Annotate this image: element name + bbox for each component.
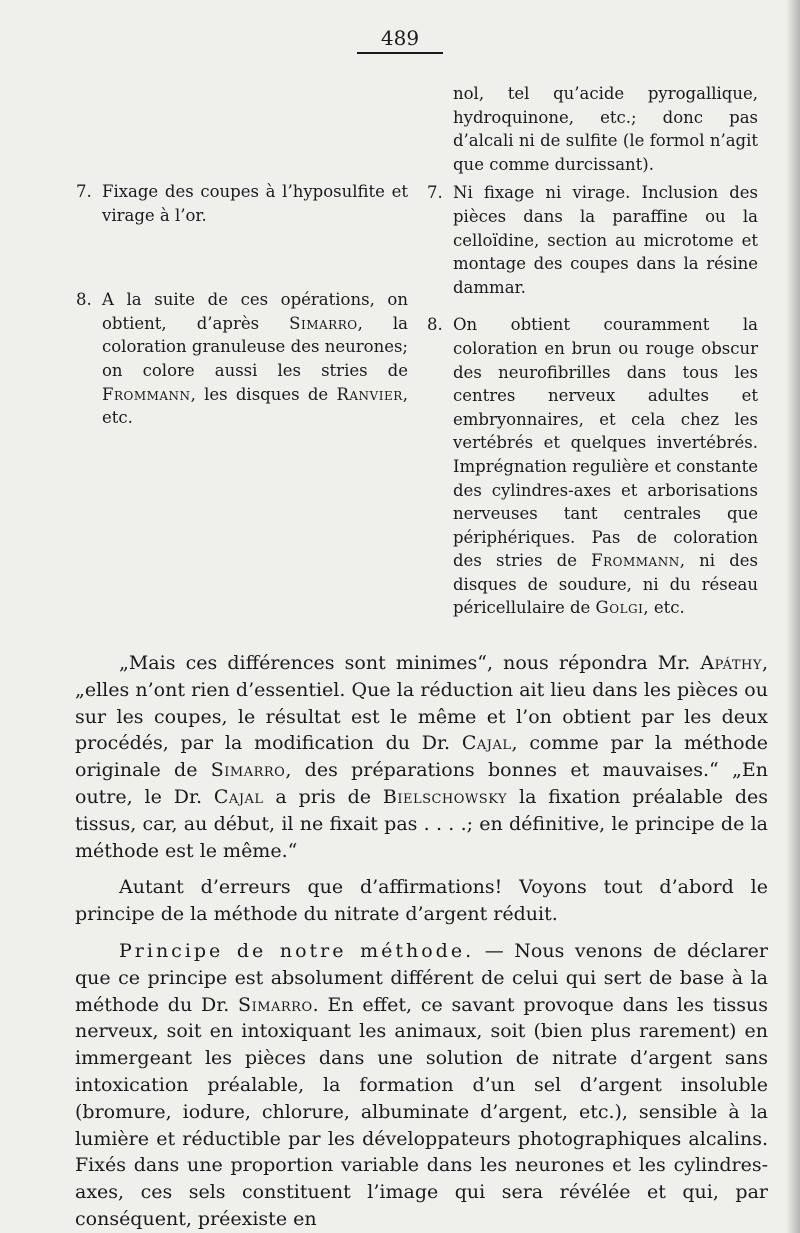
author-apathy: Apáthy: [700, 652, 762, 674]
paragraph-3: Principe de notre méthode. — Nous venons de déclarer que ce principe est absolument différent de celui qui sert de base à la méthode du Dr. Simarro. En effet, ce savant provoque dans les tissus nerveux, soit en intoxiquant les animaux, soit (bien plus rarement) en immergeant les pièces dans une solution de nitrate d’argent sans intoxication préalable, la formation d’un sel d’argent insoluble (bromure, iodure, chlorure, albuminate d’argent, etc.), sensible à la lumière et réductible par les développateurs photographiques alcalins. Fixés dans une proportion variable dans les neurones et les cylindres-axes, ces sels constituent l’image qui sera révélée et qui, par conséquent, préexiste en: [75, 939, 768, 1230]
item-text: Ni fixage ni virage. Inclusion des pièces dans la paraffine ou la celloïdine, section au microtome et montage des coupes dans la résine dammar.: [453, 183, 758, 297]
scan-edge-shadow: [786, 0, 800, 1233]
right-continuation: nol, tel qu’acide pyrogallique, hydroquinone, etc.; donc pas d’alcali ni de sulfite (le formol n’agit que comme durcissant).: [453, 84, 758, 174]
author-simarro: Simarro: [238, 993, 313, 1016]
right-item-7: [427, 181, 758, 299]
paragraph-1: „Mais ces différences sont minimes“, nous répondra Mr. Apáthy, „elles n’ont rien d’essentiel. Que la réduction ait lieu dans les pièces ou sur les coupes, le résultat est le même et l’on obtient par les deux procédés, par la modification du Dr. Cajal, comme par la méthode originale de Simarro, des préparations bonnes et mauvaises.“ „En outre, le Dr. Cajal a pris de Bielschowsky la fixation préalable des tissus, car, au début, il ne fixait pas . . . .; en définitive, le principe de la méthode est le même.“: [75, 652, 769, 862]
section-heading: Principe de notre méthode.: [119, 939, 475, 962]
paragraph-2: Autant d’erreurs que d’affirmations! Voyons tout d’abord le principe de la méthode du nitrate d’argent réduit.: [75, 876, 768, 926]
item-number: 8.: [76, 290, 92, 310]
page-number: 489: [0, 26, 800, 50]
author-cajal: Cajal: [213, 785, 264, 808]
author-cajal: Cajal: [461, 732, 512, 755]
left-column: [76, 180, 408, 430]
item-text: A la suite de ces opérations, on obtient, d’après Simarro, la coloration granuleuse des neurones; on colore aussi les stries de Frommann, les disques de Ranvier, etc.: [102, 290, 408, 428]
item-number: 7.: [76, 182, 92, 201]
author-golgi: Golgi: [595, 598, 644, 618]
author-bielschowsky: Bielschowsky: [382, 785, 508, 808]
right-item-8: [427, 313, 758, 620]
author-frommann: Frommann: [102, 384, 191, 404]
item-text: Fixage des coupes à l’hyposulfite et virage à l’or.: [102, 182, 408, 225]
author-simarro: Simarro: [210, 759, 286, 782]
main-text: [75, 650, 768, 1233]
author-frommann: Frommann: [591, 551, 680, 571]
author-simarro: Simarro: [289, 313, 358, 333]
right-column: [427, 82, 758, 620]
item-text: On obtient couramment la coloration en brun ou rouge obscur des neurofibrilles dans tous les centres nerveux adultes et embryonnaires, et cela chez les vertébrés et quelques invertébrés. Imprégnation regulière et constante des cylindres-axes et arborisations nerveuses tant centrales que périphériques. Pas de coloration des stries de Frommann, ni des disques de soudure, ni du réseau péricellulaire de Golgi, etc.: [453, 315, 758, 618]
left-item-7: [76, 180, 408, 227]
item-number: 7.: [427, 183, 443, 203]
item-number: 8.: [427, 315, 443, 335]
left-item-8: [76, 288, 408, 430]
author-ranvier: Ranvier: [336, 384, 403, 404]
